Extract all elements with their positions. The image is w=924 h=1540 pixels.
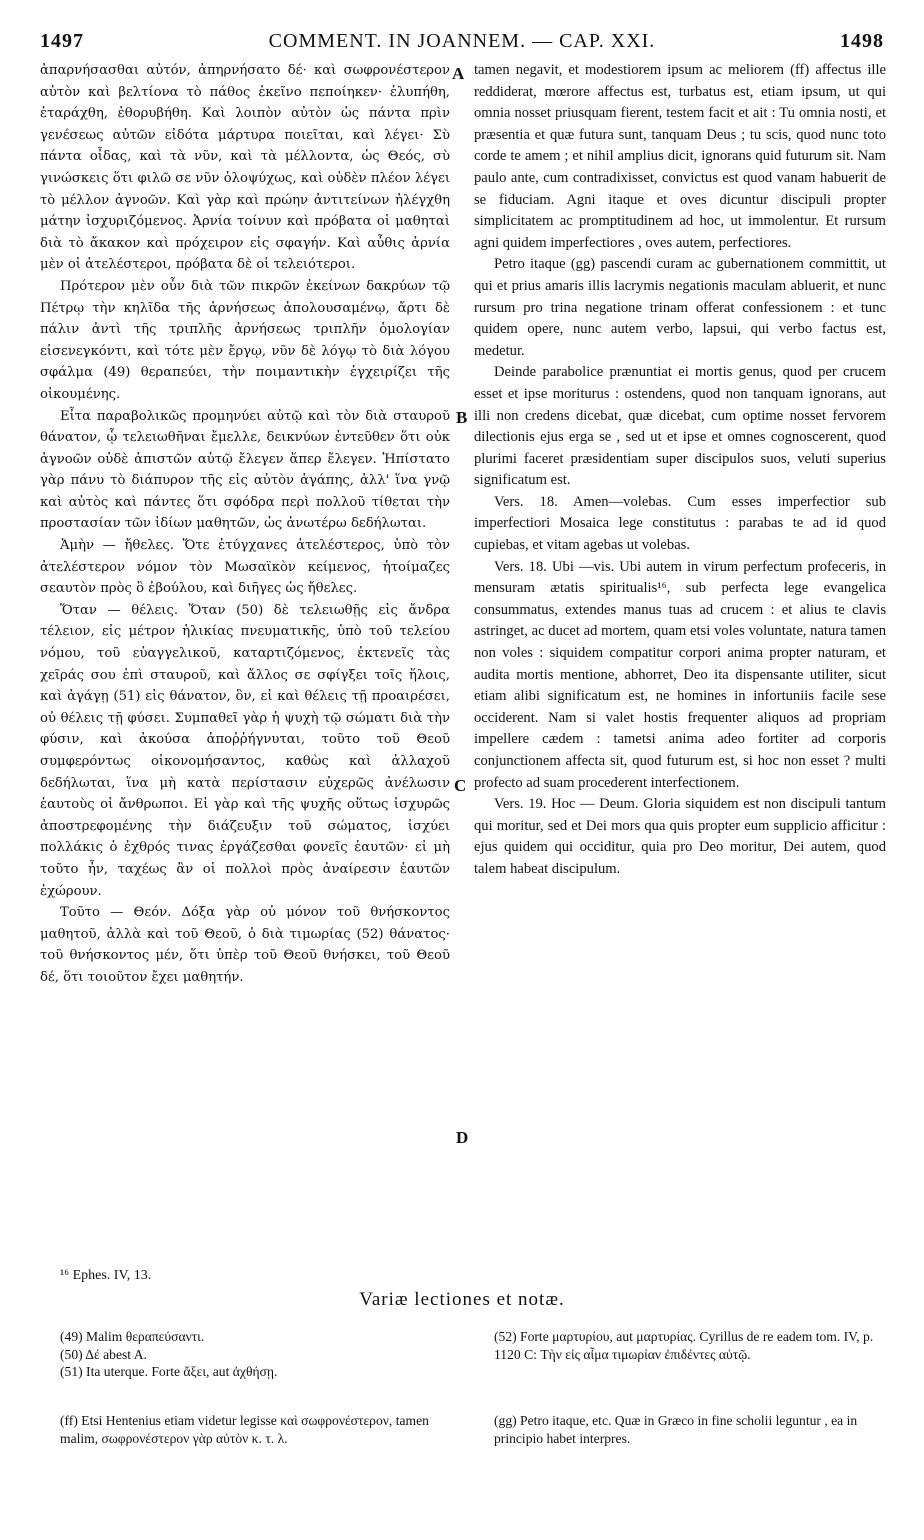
notes-left: [60, 1328, 440, 1381]
greek-paragraph: ἀπαρνήσασθαι αὐτόν, ἀπηρνήσατο δέ· καὶ σωφρονέστερον αὐτὸν καὶ βελτίονα τὸ πάθος ἐκεῖνο πεποίηκεν· ἐλυπήθη, ἐταράχθη, ἐθορυβήθη. Καὶ λοιπὸν αὐτὸν ὡς πάντα πρὶν γενέσεως αὐτῶν εἰδότα μάρτυρα ποιεῖται, καὶ λέγει· Σὺ πάντα οἶδας, καὶ τὰ νῦν, καὶ τὰ μέλλοντα, ὡς Θεός, σὺ γινώσκεις ὅτι φιλῶ σε νῦν ὁλοψύχως, καὶ οὐδὲν πλέον λέγει τὸ μέλλον ἀγνοῶν. Καὶ γὰρ καὶ πρώην ἀντιτείνων ἠλέγχθη μάτην ἰσχυριζόμενος. Ἀρνία τοίνυν καὶ πρόβατα οἱ μαθηταὶ διὰ τὸ ἄκακον καὶ πρόχειρον εἰς σφαγήν. Καὶ αὖθις ἀρνία μὲν οἱ ἀτελέστεροι, πρόβατα δὲ οἱ τελειότεροι.: [40, 63, 450, 273]
latin-paragraph: Vers. 18. Amen—volebas. Cum esses imperfectior sub imperfectiori Mosaica lege constitutus : parabas te ad id quod cupiebas, et vitam agebas ut volebas.: [474, 493, 886, 554]
page-number-left: 1497: [40, 30, 84, 52]
greek-paragraph: Τοῦτο — Θεόν. Δόξα γὰρ οὐ μόνον τοῦ θνήσκοντος μαθητοῦ, ἀλλὰ καὶ τοῦ Θεοῦ, ὁ διὰ τιμωρίας (52) θάνατος· τοῦ θνήσκοντος μέν, ὅτι ὑπὲρ τοῦ Θεοῦ θνήσκει, τοῦ Θεοῦ δέ, ὅτι τοιοῦτον ἔχει μαθητήν.: [40, 905, 450, 985]
note-gg: (gg) Petro itaque, etc. Quæ in Græco in fine scholii leguntur , ea in principio habet interpres.: [494, 1413, 858, 1446]
notes-right: [494, 1328, 886, 1363]
footnote: ¹⁶ Ephes. IV, 13.: [60, 1268, 152, 1283]
note-ff: (ff) Etsi Hentenius etiam videtur legisse καὶ σωφρονέστερον, tamen malim, σωφρονέστερον γὰρ αὐτὸν κ. τ. λ.: [60, 1413, 429, 1446]
latin-paragraph: tamen negavit, et modestiorem ipsum ac meliorem (ff) affectus ille reddiderat, mœrore affectus est, turbatus est, etiam ipsum, ut qui omnia nosset priusquam fierent, testem facit et ait : Tu omnia nosti, et præsentia et quæ futura sunt, tanquam Deus ; tu scis, quod nunc toto corde te amem ; et nihil amplius dicit, ignorans quid futurum sit. Nam paulo ante, cum contradixisset, convictus est quod vanam habuerit de se fiduciam. Agni itaque et oves dicuntur discipuli propter simplicitatem ac promptitudinem ad hoc, ut immolentur. Et rursum agni quidem imperfectiores , oves autem, perfectiores.: [474, 62, 886, 251]
greek-paragraph: Ἀμὴν — ἤθελες. Ὅτε ἐτύγχανες ἀτελέστερος, ὑπὸ τὸν ἀτελέστερον νόμον τὸν Μωσαϊκὸν κείμενος, ἡτοίμαζες σεαυτὸν πρὸς ὃ ἐβούλου, καὶ διῆγες ὡς ἤθελες.: [40, 538, 450, 597]
latin-paragraph: Petro itaque (gg) pascendi curam ac gubernationem committit, ut qui et prius amaris illis lacrymis negationis maculam abluerit, et nunc rursum pro trina negatione trinam offerat confessionem : et tunc quidem opere, nunc autem verbo, lapsui, qui verbo factus est, medetur.: [474, 256, 886, 359]
note-52: (52) Forte μαρτυρίου, aut μαρτυρίας. Cyrillus de re eadem tom. IV, p. 1120 C: Τὴν εἰς αἷμα τιμωρίαν ἐπιδέντες αὐτῷ.: [494, 1329, 874, 1362]
latin-paragraph: Vers. 19. Hoc — Deum. Gloria siquidem est non discipuli tantum qui moritur, sed et Dei mors qua quis propter eum supplicio afficitur : ejus quidem qui occiditur, quia pro Deo moritur, Dei autem, quod talem habeat discipulum.: [474, 796, 886, 877]
latin-column: [474, 60, 886, 881]
note-49: (49) Malim θεραπεύσαντι.: [60, 1329, 205, 1344]
greek-column: [40, 60, 450, 989]
note-gg-block: [494, 1412, 886, 1447]
note-50: (50) Δέ abest A.: [60, 1346, 147, 1362]
margin-letter-a: A: [452, 64, 465, 83]
variae-lectiones-title: Variæ lectiones et notæ.: [359, 1289, 565, 1310]
greek-paragraph: Εἶτα παραβολικῶς προμηνύει αὐτῷ καὶ τὸν διὰ σταυροῦ θάνατον, ᾧ τελειωθῆναι ἔμελλε, δεικνύων ἐντεῦθεν ὅτι οὐκ ἀγνοῶν οὐδὲ ἀπιστῶν αὐτῷ ἔλεγεν ἅπερ ἔλεγεν. Ἠπίστατο γὰρ πάνυ τὸ διάπυρον τῆς εἰς αὐτὸν ἀγάπης, ἀλλ' ἵνα γνῷ καὶ αὐτὸς καὶ πάντες ὅτι σφόδρα περὶ πολλοῦ τίθεται τὴν προστασίαν τῶν ἰδίων μαθητῶν, ὡς ἀνωτέρω δεδήλωται.: [40, 408, 450, 532]
running-header: [40, 30, 884, 56]
page-number-right: 1498: [840, 30, 884, 52]
greek-paragraph: Πρότερον μὲν οὖν διὰ τῶν πικρῶν ἐκείνων δακρύων τῷ Πέτρῳ τὴν κηλῖδα τῆς ἀρνήσεως ἀπολουσαμένῳ, ἄρτι δὲ πάλιν ἀντὶ τῆς τριπλῆς ἀρνήσεως τριπλῆν ὁμολογίαν εἰσενεγκόντι, καὶ τότε μὲν ἔργῳ, νῦν δὲ λόγῳ τὸ διὰ λόγου σφάλμα (49) θεραπεύει, τὴν ποιμαντικὴν ἐγχειρίζει τῆς οἰκουμένης.: [40, 278, 450, 402]
latin-paragraph: Vers. 18. Ubi —vis. Ubi autem in virum perfectum profeceris, in mensuram ætatis spiritualis¹⁶, sub perfecta lege evangelica consummatus, extendes manus tuas ad crucem : et alius te clavis astringet, ac ducet ad mortem, quam etsi voles voluntate, natura tamen non voles : siquidem compatitur corpori anima propter naturam, et audita mortis mentione, abhorret, Deo ita dispensante utiliter, sicut etiam alibi significatum est, ne homines in infortuniis facile sese occiderent. Nam si valet hostis frequenter aliquos ad propriam impellere cædem : tametsi anima adeo fortiter ad corporis conjunctionem affecta sit, quod futurum est, si hoc non esset ? multi profecto ad suam procederent interfectionem.: [474, 558, 886, 791]
margin-letter-d: D: [456, 1128, 469, 1147]
running-title: COMMENT. IN JOANNEM. — CAP. XXI.: [268, 30, 656, 52]
greek-paragraph: Ὅταν — θέλεις. Ὅταν (50) δὲ τελειωθῇς εἰς ἄνδρα τέλειον, εἰς μέτρον ἡλικίας πνευματικῆς, ὑπὸ τοῦ τελείου νόμου, τοῦ εὐαγγελικοῦ, καταρτιζόμενος, ἐκτενεῖς τὰς χεῖράς σου ἐπὶ σταυροῦ, καὶ ἄλλος σε σφίγξει τοῖς ἥλοις, καὶ ἀγάγῃ (51) εἰς θάνατον, ὃν, εἰ καὶ θέλεις τῇ προαιρέσει, οὐ θέλεις τῇ φύσει. Συμπαθεῖ γὰρ ἡ ψυχὴ τῷ σώματι διὰ τὴν φύσιν, καὶ ἀκούσα ἀποῤῥήγνυται, τοῦτο τοῦ Θεοῦ συμφερόντως οἰκονομήσαντος, καθὼς καὶ ἀλλαχοῦ δεδήλωται, ἵνα μὴ κατὰ περίστασιν εὐχερῶς ἀνέλωσιν ἑαυτοὺς οἱ ἄνθρωποι. Εἰ γὰρ καὶ τῆς ψυχῆς οὕτως ἰσχυρῶς ἀποστρεφομένης τὴν διάζευξιν τοῦ σώματος, ἰσχύει πολλάκις ὁ ἐχθρός τινας ἐργάζεσθαι φονεῖς ἑαυτῶν· εἰ μὴ τοῦτο ἦν, ταχέως ἂν οἱ πολλοὶ πρὸς ἀναίρεσιν ἑαυτῶν ἐχώρουν.: [40, 602, 450, 899]
note-ff-block: [60, 1412, 440, 1447]
note-51: (51) Ita uterque. Forte ἄξει, aut ἀχθήσῃ.: [60, 1364, 278, 1379]
margin-letter-c: C: [454, 776, 467, 795]
latin-paragraph: Deinde parabolice prænuntiat ei mortis genus, quod per crucem esset et ipse moriturus : ostendens, quod non tanquam ignorans, aut illi non credens dicebat, quæ dicebat, cum optime nosset fervorem dilectionis ejus erga se , sed ut et ipse et omnes cognoscerent, quod plurimi faceret præsidentiam super discipulos suos, veluti superius significatum est.: [474, 364, 886, 489]
margin-letter-b: B: [456, 408, 468, 427]
